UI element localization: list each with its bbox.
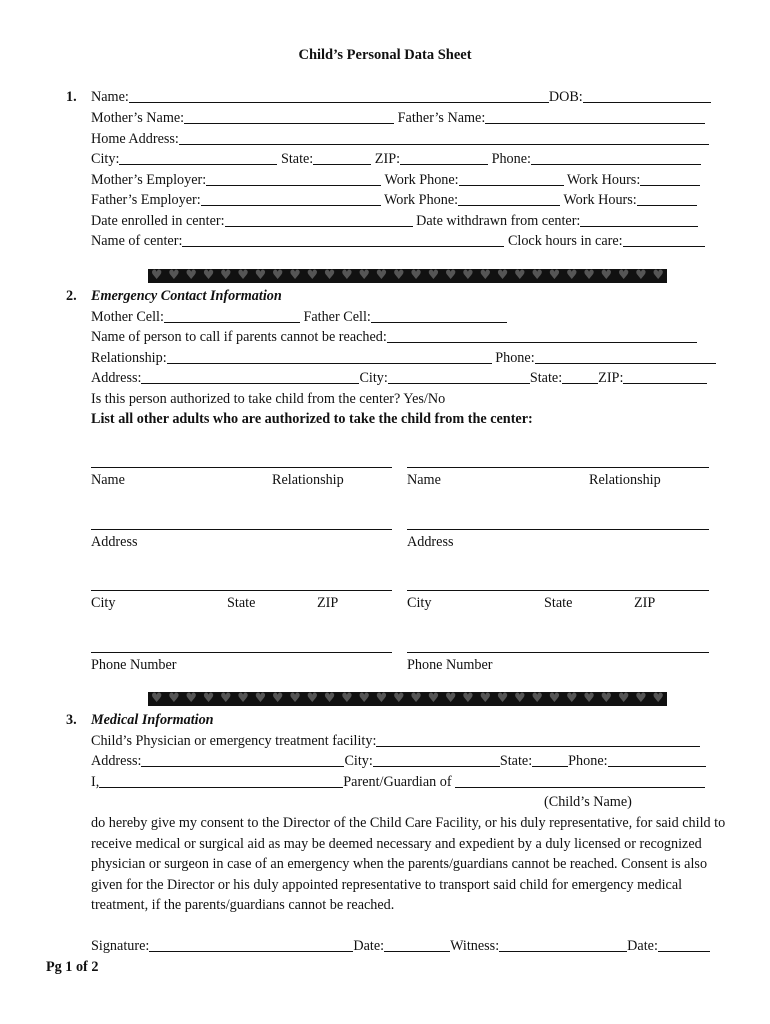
section-3-number: 3.: [66, 712, 77, 728]
enrollment-row: [91, 213, 698, 229]
emergency-city-label: City:: [359, 370, 388, 386]
emergency-zip-label: ZIP:: [598, 370, 624, 386]
signature-row: [91, 938, 710, 954]
signature-date-label: Date:: [353, 938, 385, 954]
adult1-address-line[interactable]: [91, 529, 392, 530]
emergency-phone-field[interactable]: [535, 351, 716, 364]
fathers-employer-field[interactable]: [201, 193, 381, 206]
emergency-address-field[interactable]: [141, 371, 359, 384]
emergency-city-field[interactable]: [388, 371, 530, 384]
name-row: [91, 89, 711, 105]
emergency-state-label: State:: [529, 370, 563, 386]
adult2-address-line[interactable]: [407, 529, 709, 530]
witness-field[interactable]: [499, 939, 627, 952]
child-name-field[interactable]: [455, 775, 705, 788]
date-withdrawn-label: Date withdrawn from center:: [416, 213, 581, 229]
fathers-name-label: Father’s Name:: [397, 110, 486, 126]
dob-label: DOB:: [548, 89, 583, 105]
fathers-employer-row: [91, 192, 697, 208]
emergency-zip-field[interactable]: [623, 371, 707, 384]
fathers-work-hours-label: Work Hours:: [563, 192, 637, 208]
adult2-name-line[interactable]: [407, 467, 709, 468]
center-row: [91, 233, 705, 249]
heart-divider: ♥ ♥ ♥ ♥ ♥ ♥ ♥ ♥ ♥ ♥ ♥ ♥ ♥ ♥ ♥ ♥ ♥ ♥ ♥ ♥ ♥ ♥ ♥ ♥ ♥ ♥ ♥ ♥ ♥ ♥: [148, 269, 667, 283]
zip-field[interactable]: [400, 152, 488, 165]
name-of-center-label: Name of center:: [91, 233, 183, 249]
adult1-phone-line[interactable]: [91, 652, 392, 653]
cell-row: [91, 309, 507, 325]
physician-label: Child’s Physician or emergency treatment facility:: [91, 733, 377, 749]
signature-field[interactable]: [149, 939, 353, 952]
father-cell-label: Father Cell:: [303, 309, 371, 325]
guardian-name-field[interactable]: [99, 775, 343, 788]
section-2-number: 2.: [66, 288, 77, 304]
parent-guardian-of-label: Parent/Guardian of: [343, 774, 452, 790]
medical-city-label: City:: [344, 753, 373, 769]
adult2-relationship-label: Relationship: [589, 472, 661, 488]
medical-city-field[interactable]: [373, 754, 500, 767]
home-address-field[interactable]: [179, 132, 709, 145]
adult2-address-label: Address: [407, 534, 454, 550]
adult1-name-line[interactable]: [91, 467, 392, 468]
home-address-row: [91, 131, 709, 147]
heart-divider: ♥ ♥ ♥ ♥ ♥ ♥ ♥ ♥ ♥ ♥ ♥ ♥ ♥ ♥ ♥ ♥ ♥ ♥ ♥ ♥ ♥ ♥ ♥ ♥ ♥ ♥ ♥ ♥ ♥ ♥: [148, 692, 667, 706]
person-to-call-row: [91, 329, 697, 345]
city-label: City:: [91, 151, 120, 167]
mothers-name-label: Mother’s Name:: [91, 110, 185, 126]
adult1-city-label: City: [91, 595, 116, 611]
mother-cell-label: Mother Cell:: [91, 309, 164, 325]
adult1-address-label: Address: [91, 534, 138, 550]
city-row: [91, 151, 701, 167]
adult2-phone-line[interactable]: [407, 652, 709, 653]
adult1-phone-label: Phone Number: [91, 657, 177, 673]
home-address-label: Home Address:: [91, 131, 179, 147]
adult1-relationship-label: Relationship: [272, 472, 344, 488]
name-label: Name:: [91, 89, 129, 105]
adult1-city-line[interactable]: [91, 590, 392, 591]
emergency-phone-label: Phone:: [495, 350, 535, 366]
childs-name-caption: (Child’s Name): [544, 794, 632, 810]
emergency-address-label: Address:: [91, 370, 142, 386]
adult2-state-label: State: [544, 595, 573, 611]
page-title: Child’s Personal Data Sheet: [298, 47, 472, 63]
signature-label: Signature:: [91, 938, 150, 954]
medical-address-row: [91, 753, 706, 769]
state-field[interactable]: [313, 152, 371, 165]
date-enrolled-field[interactable]: [225, 214, 413, 227]
signature-date-field[interactable]: [384, 939, 450, 952]
medical-phone-field[interactable]: [608, 754, 706, 767]
city-field[interactable]: [119, 152, 277, 165]
fathers-work-phone-field[interactable]: [458, 193, 560, 206]
mothers-work-hours-label: Work Hours:: [566, 172, 641, 188]
section-3-title: Medical Information: [91, 712, 214, 728]
relationship-field[interactable]: [167, 351, 492, 364]
page-number: Pg 1 of 2: [46, 959, 99, 975]
mother-cell-field[interactable]: [164, 310, 300, 323]
mothers-employer-row: [91, 172, 700, 188]
phone-label: Phone:: [491, 151, 531, 167]
relationship-row: [91, 350, 716, 366]
consent-name-row: [91, 774, 705, 790]
adult2-zip-label: ZIP: [634, 595, 656, 611]
witness-date-field[interactable]: [658, 939, 710, 952]
zip-label: ZIP:: [374, 151, 401, 167]
person-to-call-field[interactable]: [387, 330, 697, 343]
adult2-city-line[interactable]: [407, 590, 709, 591]
mothers-name-field[interactable]: [184, 111, 394, 124]
physician-field[interactable]: [376, 734, 700, 747]
section-1-number: 1.: [66, 89, 77, 105]
medical-address-label: Address:: [91, 753, 142, 769]
mothers-work-phone-field[interactable]: [459, 173, 564, 186]
fathers-work-phone-label: Work Phone:: [383, 192, 459, 208]
dob-field[interactable]: [583, 90, 711, 103]
witness-label: Witness:: [450, 938, 500, 954]
name-of-center-field[interactable]: [182, 234, 504, 247]
emergency-address-row: [91, 370, 707, 386]
section-2-title: Emergency Contact Information: [91, 288, 282, 304]
phone-field[interactable]: [531, 152, 701, 165]
medical-address-field[interactable]: [141, 754, 344, 767]
authorized-question: Is this person authorized to take child from the center? Yes/No: [91, 391, 446, 407]
date-enrolled-label: Date enrolled in center:: [91, 213, 225, 229]
mothers-work-hours-field[interactable]: [640, 173, 700, 186]
adult1-zip-label: ZIP: [317, 595, 339, 611]
fathers-work-hours-field[interactable]: [637, 193, 697, 206]
medical-state-field[interactable]: [532, 754, 568, 767]
mothers-employer-field[interactable]: [206, 173, 381, 186]
physician-row: [91, 733, 700, 749]
clock-hours-label: Clock hours in care:: [507, 233, 623, 249]
father-cell-field[interactable]: [371, 310, 507, 323]
adult2-name-label: Name: [407, 472, 441, 488]
date-withdrawn-field[interactable]: [580, 214, 698, 227]
relationship-label: Relationship:: [91, 350, 167, 366]
consent-paragraph: do hereby give my consent to the Director of the Child Care Facility, or his duly representative, for said child to receive medical or surgical aid as may be deemed necessary and expedient by a duly licensed or recognized physician or surgeon in case of an emergency when the parents/guardians cannot be reached. Consent is also given for the Director or his duly appointed representative to transport said child for emergency medical treatment, if the parents/guardians cannot be reached.: [91, 815, 726, 914]
state-label: State:: [280, 151, 314, 167]
medical-state-label: State:: [499, 753, 533, 769]
emergency-state-field[interactable]: [562, 371, 598, 384]
fathers-employer-label: Father’s Employer:: [91, 192, 201, 208]
list-instruction: List all other adults who are authorized to take the child from the center:: [91, 411, 533, 427]
person-to-call-label: Name of person to call if parents cannot be reached:: [91, 329, 387, 345]
mothers-work-phone-label: Work Phone:: [384, 172, 459, 188]
fathers-name-field[interactable]: [485, 111, 705, 124]
adult1-state-label: State: [227, 595, 256, 611]
name-field[interactable]: [129, 90, 549, 103]
mothers-employer-label: Mother’s Employer:: [91, 172, 207, 188]
clock-hours-field[interactable]: [623, 234, 705, 247]
parents-row: [91, 110, 705, 126]
adult1-name-label: Name: [91, 472, 125, 488]
i-label: I,: [91, 774, 100, 790]
adult2-city-label: City: [407, 595, 432, 611]
medical-phone-label: Phone:: [568, 753, 608, 769]
adult2-phone-label: Phone Number: [407, 657, 493, 673]
witness-date-label: Date:: [627, 938, 658, 954]
